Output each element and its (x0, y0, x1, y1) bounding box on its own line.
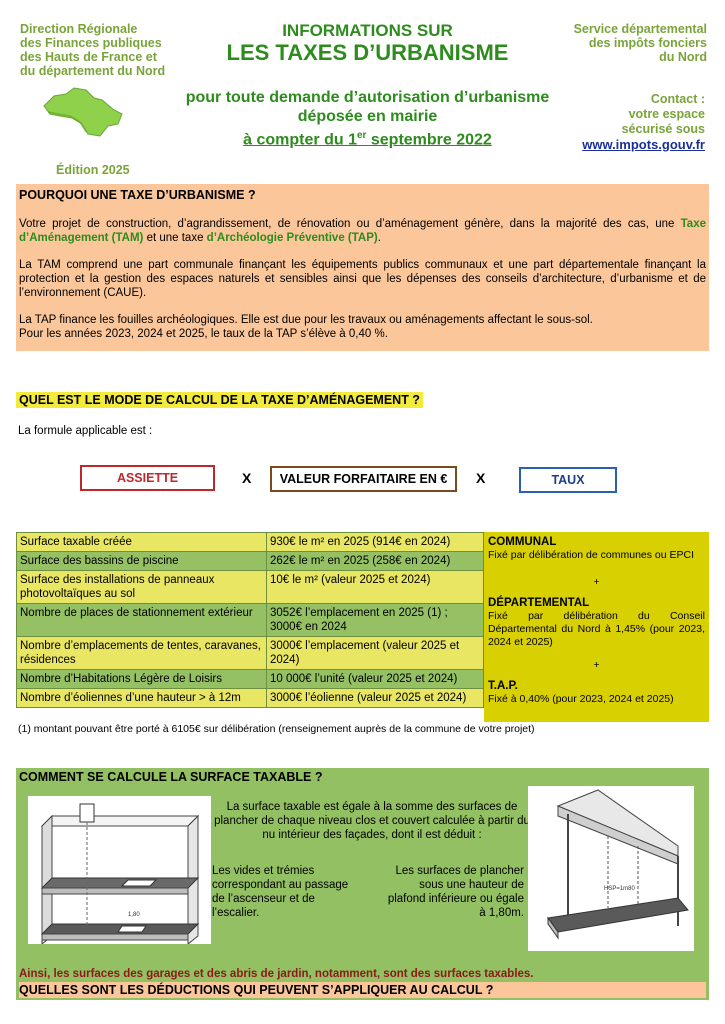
section-heading: QUEL EST LE MODE DE CALCUL DE LA TAXE D’AMÉNAGEMENT ? (16, 392, 423, 408)
text: et une taxe (143, 232, 207, 244)
section-heading: QUELLES SONT LES DÉDUCTIONS QUI PEUVENT S’APPLIQUER AU CALCUL ? (19, 982, 706, 998)
issuer-line: Direction Régionale (20, 22, 138, 36)
row-label: Surface des bassins de piscine (17, 552, 267, 571)
table-row (17, 604, 484, 637)
tap-title: T.A.P. (488, 680, 518, 692)
row-label: Nombre de places de stationnement extérieur (17, 604, 267, 637)
tap-text: Fixé à 0,40% (pour 2023, 2024 et 2025) (488, 693, 674, 705)
page-title (180, 22, 555, 66)
contact-block (555, 92, 705, 152)
surface-definition: La surface taxable est égale à la somme des surfaces de plancher de chaque niveau clos et couvert calculée à partir du nu intérieur des façades, dont il est déduit : (214, 801, 530, 841)
row-value: 3000€ l’éolienne (valeur 2025 et 2024) (267, 689, 484, 708)
multiply-sign: X (242, 470, 252, 486)
row-label: Nombre d’emplacements de tentes, caravanes, résidences (17, 637, 267, 670)
row-value: 3000€ l’emplacement (valeur 2025 et 2024) (267, 637, 484, 670)
departemental-text: Fixé par délibération du Conseil Départemental du Nord à 1,45% (pour 2023, 2024 et 2025) (488, 610, 705, 648)
tap-term: d’Archéologie Préventive (TAP) (206, 232, 378, 244)
section-heading: COMMENT SE CALCULE LA SURFACE TAXABLE ? (19, 770, 323, 784)
building-floors-illustration (28, 796, 211, 944)
table-row (17, 533, 484, 552)
row-label: Nombre d’Habitations Légère de Loisirs (17, 670, 267, 689)
table-row (17, 670, 484, 689)
text: . (377, 232, 381, 244)
nord-department-map-icon (42, 84, 124, 140)
edition-label: Édition 2025 (56, 163, 130, 177)
title-line-1: INFORMATIONS SUR (282, 21, 453, 40)
text: La TAP finance les fouilles archéologiques. Elle est due pour les travaux ou aménagements affectant le sous-sol. (19, 314, 593, 326)
deduction-vides: Les vides et trémies correspondant au passage de l’ascenseur et de l’escalier. (212, 865, 349, 919)
service-line: du Nord (659, 50, 707, 64)
service-line: Service départemental (573, 22, 707, 36)
subtitle-line-3 (160, 126, 575, 149)
hsp-label: HSP=1m80 (604, 886, 635, 892)
subtitle-line-2: déposée en mairie (297, 108, 438, 125)
contact-line: votre espace (628, 107, 705, 121)
row-value: 10€ le m² (valeur 2025 et 2024) (267, 571, 484, 604)
communal-title: COMMUNAL (488, 536, 557, 548)
service-block (527, 22, 707, 64)
subtitle-date-sup: er (356, 130, 367, 141)
svg-text:1,80: 1,80 (128, 912, 140, 918)
title-line-2: LES TAXES D’URBANISME (226, 40, 509, 65)
text: Votre projet de construction, d’agrandissement, de rénovation ou d’aménagement génère, dans la majorité des cas, une (19, 218, 681, 230)
formula-valeur: VALEUR FORFAITAIRE EN € (270, 466, 457, 492)
table-row (17, 637, 484, 670)
rates-column (484, 532, 709, 722)
table-row (17, 552, 484, 571)
row-label: Surface des installations de panneaux photovoltaïques au sol (17, 571, 267, 604)
row-value: 3052€ l’emplacement en 2025 (1) ; 3000€ en 2024 (267, 604, 484, 637)
plus-sign: + (593, 659, 600, 671)
subtitle-date-a: à compter du 1 (243, 131, 357, 149)
contact-line: sécurisé sous (621, 122, 705, 136)
issuer-line: des Finances publiques (20, 36, 162, 50)
paragraph (19, 313, 706, 341)
formula-assiette: ASSIETTE (80, 465, 215, 491)
tam-term: Taxe d’Aménagement (TAM) (19, 218, 706, 244)
departemental-title: DÉPARTEMENTAL (488, 597, 590, 609)
text: Pour les années 2023, 2024 et 2025, le taux de la TAP s’élève à 0,40 %. (19, 328, 388, 340)
why-tax-section (16, 184, 709, 351)
formula-intro: La formule applicable est : (18, 425, 153, 437)
contact-label: Contact : (650, 92, 705, 106)
service-line: des impôts fonciers (588, 36, 707, 50)
subtitle-line-1: pour toute demande d’autorisation d’urbanisme (185, 89, 550, 106)
section-heading: POURQUOI UNE TAXE D’URBANISME ? (19, 188, 256, 202)
paragraph (19, 217, 706, 245)
subtitle (160, 88, 575, 149)
paragraph: La TAM comprend une part communale finançant les équipements publics communaux et une part départementale finançant la protection et la gestion des espaces naturels et sensibles ainsi que les dépenses des conseils d’architecture, d’urbanisme et de l’environnement (CAUE). (19, 259, 706, 299)
issuer-line: du département du Nord (20, 64, 166, 78)
deduction-hauteur: Les surfaces de plancher sous une hauteur de plafond inférieure ou égale à 1,80m. (387, 865, 524, 919)
table-row (17, 689, 484, 708)
rates-table (16, 532, 484, 708)
conclusion: Ainsi, les surfaces des garages et des abris de jardin, notamment, sont des surfaces taxables. (19, 968, 534, 980)
impots-link[interactable]: www.impots.gouv.fr (582, 137, 705, 152)
issuer-line: des Hauts de France et (20, 50, 157, 64)
communal-text: Fixé par délibération de communes ou EPCI (488, 549, 695, 561)
row-value: 10 000€ l’unité (valeur 2025 et 2024) (267, 670, 484, 689)
row-value: 930€ le m² en 2025 (914€ en 2024) (267, 533, 484, 552)
row-value: 262€ le m² en 2025 (258€ en 2024) (267, 552, 484, 571)
row-label: Nombre d’éoliennes d’une hauteur > à 12m (17, 689, 267, 708)
taxable-surface-section (16, 768, 709, 1000)
multiply-sign: X (476, 470, 486, 486)
table-row (17, 571, 484, 604)
plus-sign: + (593, 576, 600, 588)
row-label: Surface taxable créée (17, 533, 267, 552)
attic-height-illustration (528, 786, 694, 951)
issuer-block (20, 22, 180, 78)
footnote: (1) montant pouvant être porté à 6105€ sur délibération (renseignement auprès de la commune de votre projet) (18, 723, 535, 735)
subtitle-date-b: septembre 2022 (366, 131, 492, 149)
formula-taux: TAUX (519, 467, 617, 493)
